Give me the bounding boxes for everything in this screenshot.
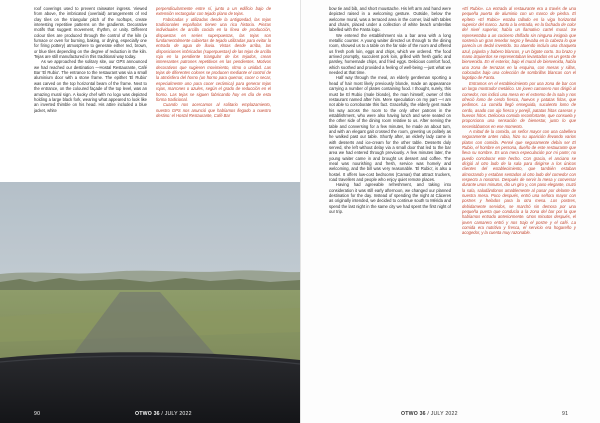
- paragraph: perpendicularmente entre sí, junto a un edificio bajo de extensión rectangular con tejado plano de tejas.: [156, 6, 271, 17]
- right-english-column: [329, 6, 451, 406]
- paragraph: Fabricadas y utilizadas desde la antigüedad, las tejas tradicionales españolas tienen una rica historia. Piezas individuales de arcilla cocida en la línea de producción, dispuestas en series superpuestas, las tejas son fundamentalmente cubiertas de tejado utilizadas para evitar la entrada de agua de lluvia. Vistas desde arriba, las disposiciones imbricadas (superpuestas) de las tejas de arcilla roja en la pendiente triangular de los tejados, crean interesantes patrones repetitivos en las pendientes. Motivos decorativos que sugieren movimiento, ritmo o unidad. Las tejas de diferentes colores se producen mediante el control de la atmósfera del horno (un horno para quemar, cocer o secar, especialmente uno para cocer cerámica) para generar tejas rojas, marrones o azules, según el grado de reducción en el horno. Las tejas se siguen fabricando hoy en día de esta forma tradicional.: [156, 16, 271, 102]
- paragraph: Cuando nos acercamos al solitario emplazamiento, nuestro GPS nos anunció que habíamos llegado a nuestro destino: el Hostal Restaurante, Café Bar: [156, 102, 271, 118]
- paragraph: We entered the establishment via a bar area with a long metallic counter. A young waiter directed us through to the dining room, showed us to a table on the far side of the room and offered us fresh pork loin, eggs and chips, which we ordered. The food arrived promptly, succulent pork loin, grilled with fresh garlic and parsley, homemade chips, and fried eggs. Delicious comfort food, which soothed and provided a feeling of well-being —just what we needed at that time.: [329, 32, 451, 76]
- folio-left: [135, 411, 192, 417]
- windscreen-landscape-photo: [0, 182, 300, 423]
- left-english-column: [34, 6, 147, 178]
- right-spanish-column: [462, 6, 576, 406]
- left-spanish-column: [156, 6, 271, 178]
- paragraph: roof coverings used to prevent rainwater ingress. Viewed from above, the imbricated (overlaid) arrangements of red clay tiles on the triangular pitch of the rooftops, create interesting repetitive patterns on the gradients. Decorative motifs that suggest movement, rhythm, or unity. Different colour tiles are produced through the control of the kiln (a furnace or oven for burning, baking, or drying, especially one for firing pottery) atmosphere to generate either red, brown, or blue tiles depending on the degree of reduction in the kiln. Tejas are still manufactured in this traditional way today.: [34, 6, 147, 60]
- paragraph: Entramos en el establecimiento por una zona de bar con un largo mostrador metálico. Un joven camarero nos dirigió al comedor, nos indicó una mesa en el extremo de la sala y nos ofreció lomo de cerdo fresco, huevos y patatas fritas, que pedimos. La comida llegó enseguida, suculento lomo de cerdo, asado con ajo fresco y perejil, patatas fritas caseras y huevos fritos. Deliciosa comida reconfortante, que consuela y proporciona una sensación de bienestar, justo lo que necesitábamos en ese momento.: [462, 80, 576, 129]
- paragraph: Having had agreeable refreshment, and taking into consideration it was still early afternoon, we changed our planned destination for the day. Instead of spending the night at Cáceres as originally intended, we decided to continue south to Mérida and spend the last night in the same city we had spent the first night of our trip.: [329, 182, 451, 215]
- issue-date: / JULY 2022: [427, 411, 458, 417]
- magazine-name: OTWO 36: [135, 411, 160, 417]
- page-number-right: 91: [562, 411, 569, 417]
- right-page: [300, 0, 600, 423]
- magazine-name: OTWO 36: [401, 411, 426, 417]
- folio-right: [401, 411, 458, 417]
- page-number-left: 90: [34, 411, 41, 417]
- paragraph: A mitad de la comida, un señor mayor con una cabellera seguramente antes rubia, hizo su aparición llevando varios platos con comida. Pensé que seguramente debía ser El Rubio, el hombre en persona, dueño de este restaurante que lleva su nombre. Es una mera especulación por mi parte; no puedo corroborar este hecho. Con gracia, el anciano se dirigió al otro lado de la sala para dirigirse a los únicos clientes del establecimiento, que también estaban almorzando y estaban sentados al otro lado del comedor con respecto a nosotros. Después de servir la mesa y conversar durante unos minutos, dio un giro y, con paso elegante, cruzó la sala, saludándonos amablemente al pasar por delante de nuestra mesa. Poco después, entró una señora mayor con postres y helados para la otra mesa. Los postres, debidamente servidos, se marchó sin demora por una pequeña puerta que conducía a la zona del bar por la que habíamos entrado anteriormente. Unos minutos después, el joven camarero entró y nos trajo el postre y el café. La comida era nutritiva y fresca, el servicio era hogareño y acogedor, y la cuenta muy razonable.: [462, 128, 576, 236]
- paragraph: «El Rubio». La entrada al restaurante era a través de una pequeña puerta de aluminio con un marco de piedra. El epíteto «El Rubio» estaba tallado en la viga horizontal superior del marco. Junto a la entrada, en la fachada de color del nivel superior, había un llamativo cartel mural. Se representaba a un cocinero chiflado sin ninguna insignia que sostenía un gran tenedor negro y llevaba en la cabeza lo que parecía un dedal invertido. Su atuendo incluía una chaqueta azul, pajarita y babero blancos, y un bigote corto. Su brazo y mano izquierdos se representaban levantados en un gesto de bienvenida. En el exterior, bajo el mural de bienvenida, había una zona de terrazas en la esquina, con mesas y sillas, colocadas bajo una colección de sombrillas blancas con el logotipo de Fanta.: [462, 6, 576, 81]
- paragraph: bow tie and bib, and short moustache. His left arm and hand were depicted raised in a welcoming gesture. Outside, below the welcome mural, was a terraced area in the corner, laid with tables and chairs, placed under a collection of white beach umbrellas labelled with the Fanta logo.: [329, 6, 451, 33]
- paragraph: Half way through the meal, an elderly gentleman sporting a head of hair most likely previously blonde, made an appearance carrying a number of plates containing food. I thought, surely, this must be El Rubio (male blonde), the man himself, owner of this restaurant named after him. Mere speculation on my part —I am not able to corroborate this fact. Gracefully, the elderly gent made his way across the room to the only other patrons in the establishment, who were also having lunch and were seated on the other side of the dining room relative to us. After serving the table and conversing for a few minutes, he made an about turn, and with an elegant gait crossed the room, greeting us politely as he walked past our table. Shortly after, an elderly lady came in with desserts and ice-cream for the other table. Desserts duly served, she left without delay via a small door that led to the bar area we had entered through previously. A few minutes later, the young waiter came in and brought us dessert and coffee. The meal was nourishing and fresh, service was homely and welcoming, and the bill was very reasonable. 'El Rubio', is also a hostel. It offers low-cost bedrooms (Camas) that attract truckers, road travellers and people who enjoy quiet remote places.: [329, 75, 451, 182]
- issue-date: / JULY 2022: [161, 411, 192, 417]
- paragraph: As we approached the solitary site, our GPS announced we had reached our destination —Hostal Restaurante, Café Bar 'El Rubio'. The entrance to the restaurant was via a small aluminium door with a stone frame. The epithet 'El Rubio' was carved on the top horizontal beam of the frame. Next to the entrance, on the coloured façade of the top level, was an amazing mural sign. A kooky chef with no logo was depicted holding a large black fork, wearing what appeared to look like an inverted thimble on his head. His attire included a blue jacket, white: [34, 59, 147, 113]
